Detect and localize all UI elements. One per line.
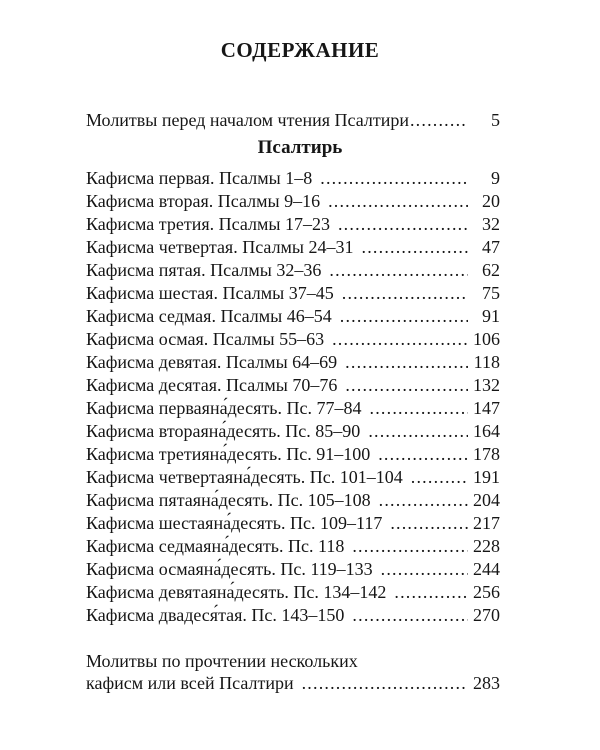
dot-leader [329,259,468,281]
toc-entry-page-number: 270 [473,605,500,625]
toc-entry-page-number: 256 [473,582,500,602]
toc-entry-label: Кафисма осмая. Псалмы 55–63 [86,329,325,349]
toc-entry-page-number: 32 [482,214,500,234]
toc-entry-page-number: 164 [473,421,500,441]
toc-entry-page-number: 132 [473,375,500,395]
dot-leader [332,328,468,350]
dot-leader [302,672,468,694]
toc-entry-closing-prayers[interactable] [86,650,500,694]
toc-entry-kathisma-5[interactable] [86,259,500,281]
toc-entry-label: Кафисма втораяна́десять. Пс. 85–90 [86,421,361,441]
dot-leader [378,443,468,465]
toc-entry-label: Кафисма четвертаяна́десять. Пс. 101–104 [86,467,403,487]
toc-entry-label: Кафисма перваяна́десять. Пс. 77–84 [86,398,362,418]
toc-entry-label: Кафисма пятаяна́десять. Пс. 105–108 [86,490,371,510]
toc-entry-page-number: 20 [482,191,500,211]
toc-entry-kathisma-16[interactable] [86,512,500,534]
toc-entry-kathisma-12[interactable] [86,420,500,442]
toc-entry-kathisma-14[interactable] [86,466,500,488]
toc-entry-page-number: 118 [473,352,500,372]
toc-entry-kathisma-8[interactable] [86,328,500,350]
toc-entry-kathisma-9[interactable] [86,351,500,373]
toc-entry-label-line1: Молитвы по прочтении нескольких [86,651,358,671]
toc-entry-label-line2: кафисм или всей Псалтири [86,673,294,693]
toc-entry-kathisma-1[interactable] [86,167,500,189]
toc-entry-kathisma-7[interactable] [86,305,500,327]
toc-entry-page-number: 91 [482,306,500,326]
dot-leader [352,604,468,626]
toc-entry-label: Кафисма седмаяна́десять. Пс. 118 [86,536,345,556]
toc-entry-label: Кафисма девятая. Псалмы 64–69 [86,352,338,372]
toc-entry-page-number: 9 [491,168,500,188]
dot-leader [362,236,468,258]
toc-entry-page-number: 228 [473,536,500,556]
toc-entry-page-number: 62 [482,260,500,280]
toc-entry-kathisma-15[interactable] [86,489,500,511]
toc-entry-label: Кафисма третия. Псалмы 17–23 [86,214,330,234]
toc-entry-label: Кафисма осмаяна́десять. Пс. 119–133 [86,559,373,579]
toc-entry-kathisma-3[interactable] [86,213,500,235]
toc-entry-page-number: 283 [473,673,500,693]
toc-entry-label: Кафисма шестаяна́десять. Пс. 109–117 [86,513,383,533]
toc-entry-kathisma-17[interactable] [86,535,500,557]
toc-entry-label: Кафисма десятая. Псалмы 70–76 [86,375,338,395]
dot-leader [390,512,468,534]
dot-leader [411,466,468,488]
toc-entry-page-number: 75 [482,283,500,303]
toc-entry-kathisma-20[interactable] [86,604,500,626]
toc-entry-label: Кафисма двадеся́тая. Пс. 143–150 [86,605,345,625]
toc-entry-kathisma-2[interactable] [86,190,500,212]
toc-entry-kathisma-19[interactable] [86,581,500,603]
toc-entry-kathisma-6[interactable] [86,282,500,304]
toc-entry-label: Кафисма шестая. Псалмы 37–45 [86,283,334,303]
toc-entry-label: Кафисма седмая. Псалмы 46–54 [86,306,332,326]
page-title: СОДЕРЖАНИЕ [220,38,380,62]
toc-entry-kathisma-11[interactable] [86,397,500,419]
toc-entry-kathisma-4[interactable] [86,236,500,258]
dot-leader [340,305,468,327]
toc-entry-label: Молитвы перед началом чтения Псалтири [86,110,409,130]
toc-entry-label: Кафисма пятая. Псалмы 32–36 [86,260,322,280]
toc-entry-page-number: 147 [473,398,500,418]
dot-leader [345,351,468,373]
dot-leader [342,282,468,304]
dot-leader [410,109,468,131]
toc-entry-kathisma-13[interactable] [86,443,500,465]
toc-entry-label: Кафисма третияна́десять. Пс. 91–100 [86,444,371,464]
dot-leader [381,558,468,580]
dot-leader [370,397,468,419]
toc-entry-label: Кафисма девятаяна́десять. Пс. 134–142 [86,582,387,602]
toc-entry-intro-prayers[interactable] [86,109,500,131]
toc-entry-label: Кафисма первая. Псалмы 1–8 [86,168,313,188]
dot-leader [368,420,468,442]
dot-leader [345,374,468,396]
section-heading-psalter: Псалтирь [257,137,343,158]
toc-entry-kathisma-10[interactable] [86,374,500,396]
toc-entry-label: Кафисма вторая. Псалмы 9–16 [86,191,321,211]
toc-entry-label: Кафисма четвертая. Псалмы 24–31 [86,237,354,257]
dot-leader [328,190,468,212]
dot-leader [338,213,468,235]
dot-leader [352,535,468,557]
dot-leader [379,489,468,511]
dot-leader [320,167,468,189]
toc-entry-page-number: 5 [491,110,500,130]
toc-entry-page-number: 204 [473,490,500,510]
toc-entry-page-number: 244 [473,559,500,579]
toc-entry-page-number: 217 [473,513,500,533]
toc-entry-page-number: 47 [482,237,500,257]
toc-entry-kathisma-18[interactable] [86,558,500,580]
toc-entry-page-number: 106 [473,329,500,349]
toc-entry-page-number: 191 [473,467,500,487]
toc-entry-page-number: 178 [473,444,500,464]
dot-leader [394,581,468,603]
